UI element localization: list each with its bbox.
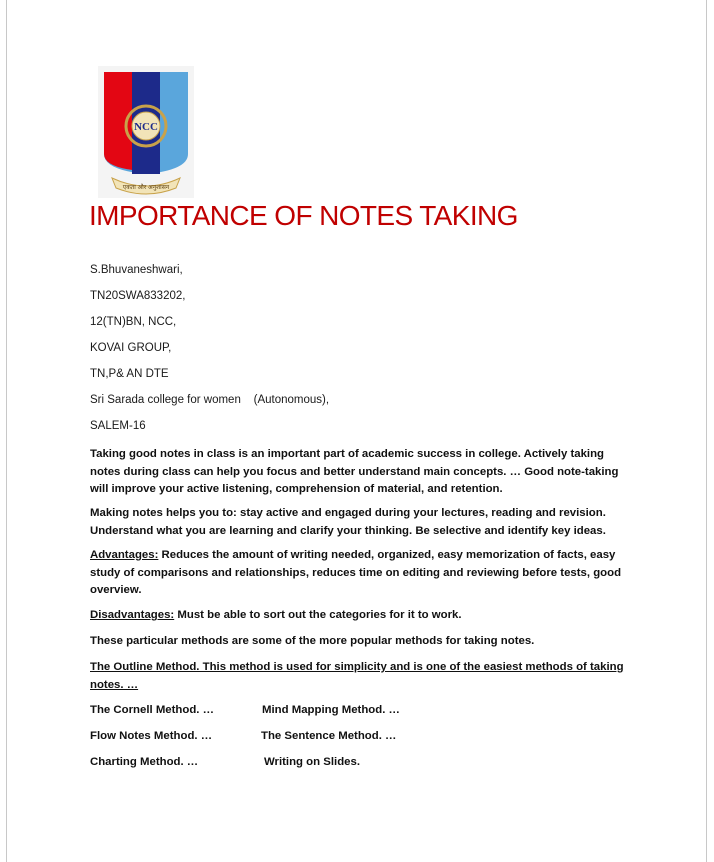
paragraph-intro: Taking good notes in class is an important part of academic success in college. Actively taking notes during class can help you focus and better understand main concepts. … Good note-taking will improve your active listening, comprehension of material, and retention. bbox=[90, 448, 619, 495]
method-writing-on-slides: Writing on Slides. bbox=[264, 756, 360, 768]
paragraph-benefits: Making notes helps you to: stay active and engaged during your lectures, reading and revision. Understand what you are learning and clarify your thinking. Be selective and identify key ideas. bbox=[90, 507, 606, 537]
disadvantages-text: Must be able to sort out the categories for it to work. bbox=[174, 609, 462, 621]
logo-text: NCC bbox=[134, 121, 158, 133]
address-line-city: SALEM-16 bbox=[90, 420, 146, 432]
address-line-name: S.Bhuvaneshwari, bbox=[90, 264, 183, 276]
paragraph-advantages bbox=[90, 547, 630, 600]
paragraph-disadvantages bbox=[90, 607, 630, 625]
method-sentence: The Sentence Method. … bbox=[261, 730, 397, 742]
document-title: IMPORTANCE OF NOTES TAKING bbox=[89, 200, 518, 231]
address-line-college: Sri Sarada college for women (Autonomous), bbox=[90, 394, 330, 406]
address-line-group: KOVAI GROUP, bbox=[90, 342, 172, 354]
method-cornell: The Cornell Method. … bbox=[90, 704, 215, 716]
page-edge-right bbox=[706, 0, 707, 862]
advantages-label: Advantages: bbox=[90, 549, 159, 561]
disadvantages-label: Disadvantages: bbox=[90, 609, 175, 621]
page-edge-left bbox=[6, 0, 7, 862]
logo-motto: एकता और अनुशासन bbox=[122, 184, 170, 191]
method-flow-notes: Flow Notes Method. … bbox=[90, 730, 213, 742]
method-charting: Charting Method. … bbox=[90, 756, 199, 768]
paragraph-outline-method: The Outline Method. This method is used for simplicity and is one of the easiest methods of taking notes. … bbox=[90, 661, 624, 691]
address-line-battalion: 12(TN)BN, NCC, bbox=[90, 316, 177, 328]
method-mind-mapping: Mind Mapping Method. … bbox=[262, 704, 400, 716]
advantages-text: Reduces the amount of writing needed, organized, easy memorization of facts, easy study of comparisons and relationships, reduces time on editing and reviewing before tests, good overview. bbox=[90, 549, 622, 596]
ncc-logo bbox=[98, 66, 194, 198]
paragraph-methods-intro: These particular methods are some of the more popular methods for taking notes. bbox=[90, 635, 535, 647]
address-line-directorate: TN,P& AN DTE bbox=[90, 368, 169, 380]
address-line-regno: TN20SWA833202, bbox=[90, 290, 186, 302]
